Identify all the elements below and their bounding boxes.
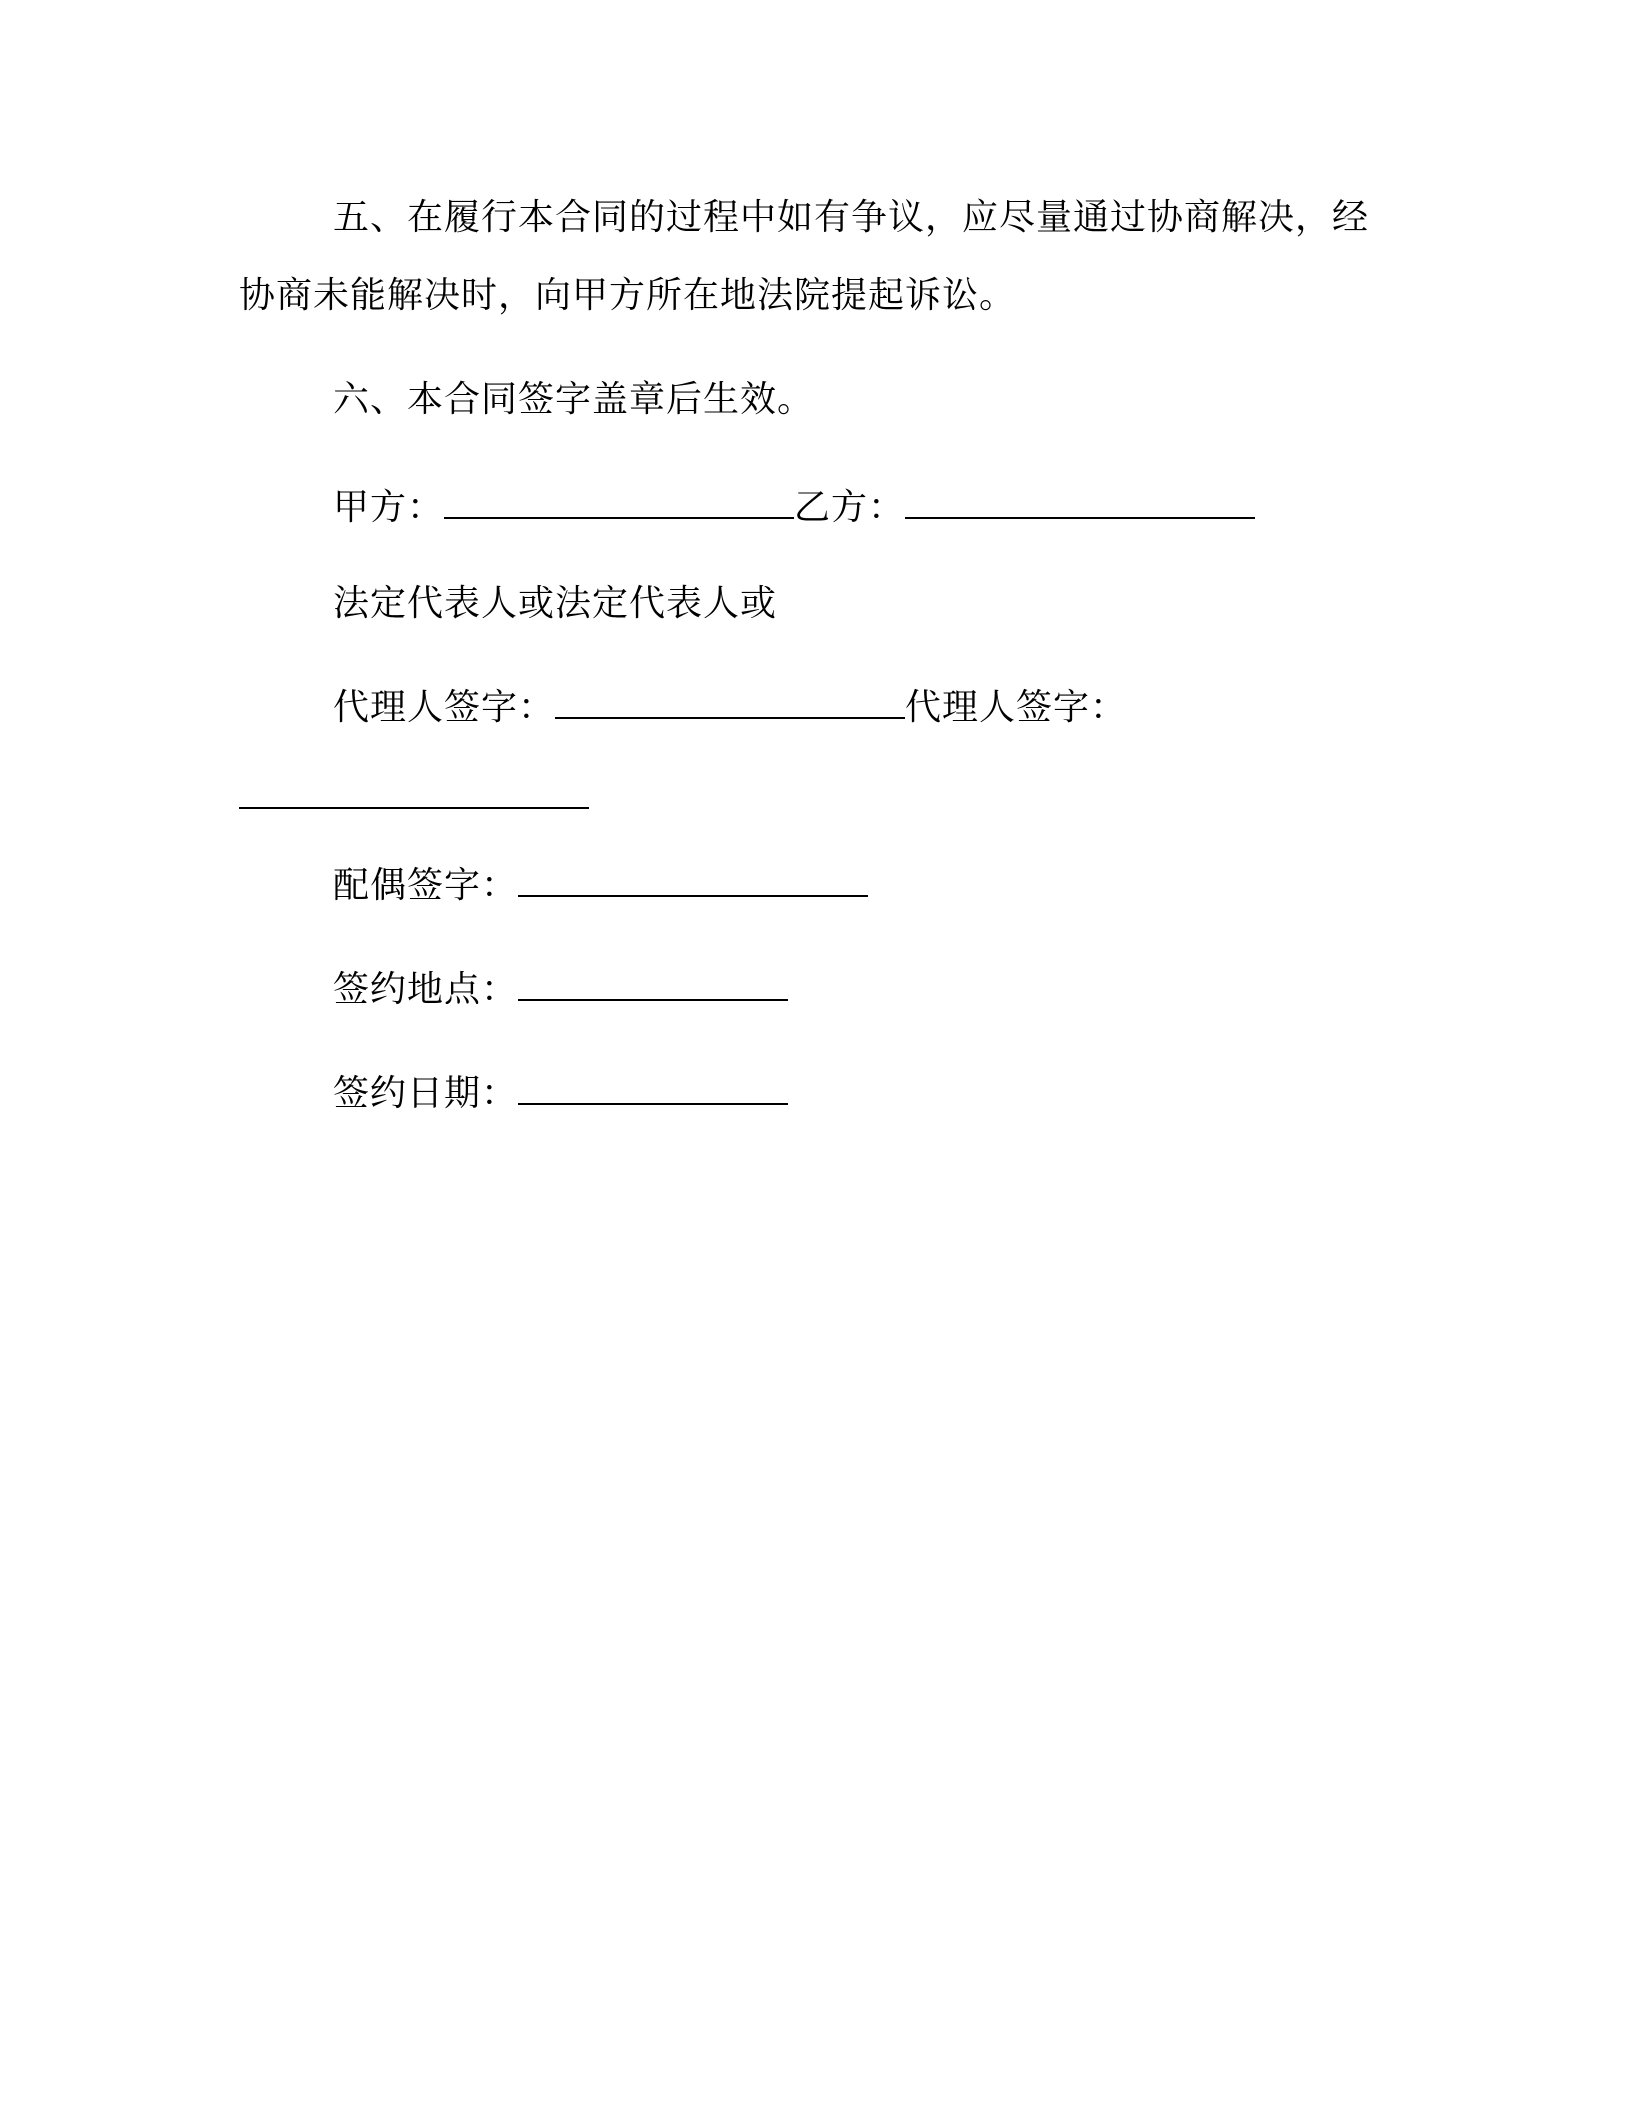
agent-sign-label-a: 代理人签字： <box>333 687 556 728</box>
agent-sign-blank-b[interactable] <box>239 777 589 809</box>
sign-place-blank[interactable] <box>518 969 788 1001</box>
agent-signature-row <box>333 686 1127 730</box>
spouse-sign-blank[interactable] <box>518 865 868 897</box>
sign-date-row <box>333 1072 788 1116</box>
spouse-sign-label: 配偶签字： <box>333 865 519 906</box>
sign-place-row <box>333 968 788 1012</box>
clause-5-line-1: 五、在履行本合同的过程中如有争议，应尽量通过协商解决，经 <box>333 197 1370 238</box>
spouse-signature-row <box>333 864 868 908</box>
agent-sign-blank-a[interactable] <box>555 687 905 719</box>
clause-5-line-2: 协商未能解决时，向甲方所在地法院提起诉讼。 <box>239 275 1017 316</box>
party-b-blank[interactable] <box>905 487 1255 519</box>
party-signature-row <box>333 486 1255 530</box>
sign-place-label: 签约地点： <box>333 969 519 1010</box>
party-a-blank[interactable] <box>444 487 794 519</box>
sign-date-blank[interactable] <box>518 1073 788 1105</box>
sign-date-label: 签约日期： <box>333 1073 519 1114</box>
party-b-label: 乙方： <box>794 487 906 528</box>
agent-sign-blank-b-row <box>239 776 589 820</box>
agent-sign-label-b: 代理人签字： <box>905 687 1128 728</box>
party-a-label: 甲方： <box>333 487 445 528</box>
clause-6: 六、本合同签字盖章后生效。 <box>333 379 815 420</box>
legal-representative-line: 法定代表人或法定代表人或 <box>333 583 778 624</box>
